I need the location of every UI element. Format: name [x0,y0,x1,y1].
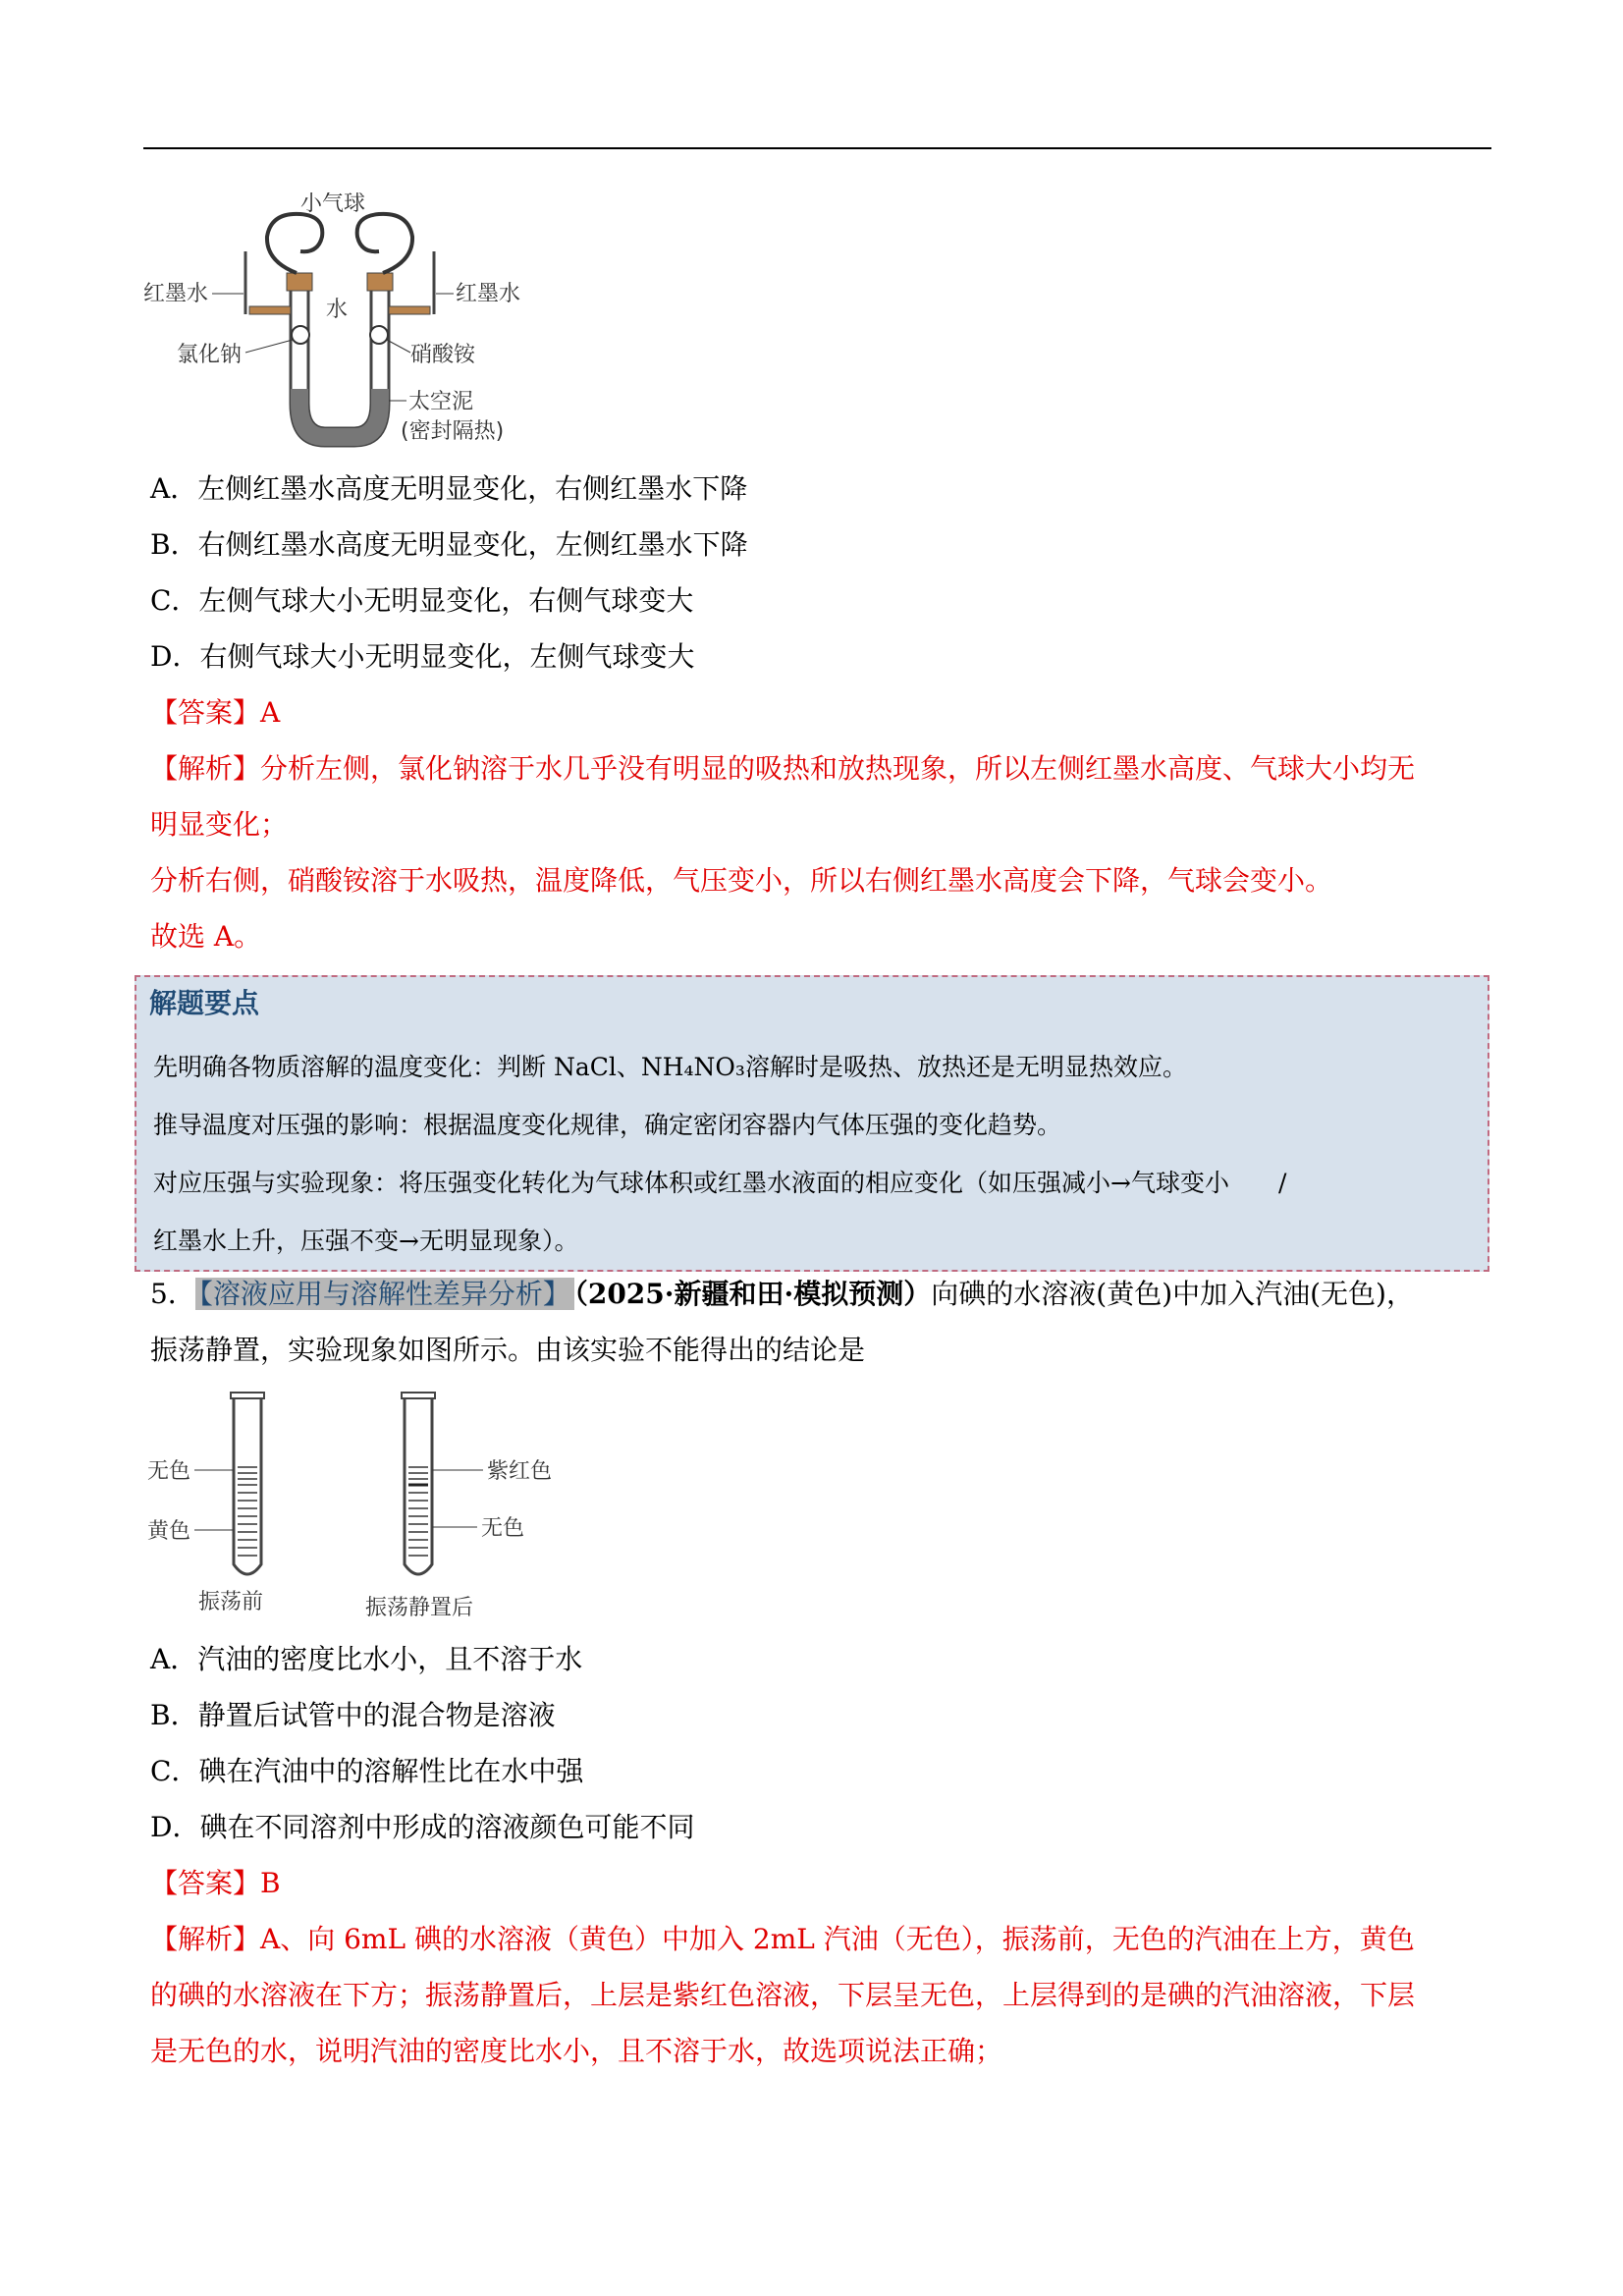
q5-answer: 【答案】B [150,1867,281,1899]
q4-option-b: B．右侧红墨水高度无明显变化，左侧红墨水下降 [150,528,748,561]
q4-answer: 【答案】A [150,696,281,729]
q5-option-c: C．碘在汽油中的溶解性比在水中强 [150,1755,584,1787]
right-side-tube [389,306,430,314]
nacl-solid [292,326,309,344]
left-balloon [267,214,322,273]
keypoints-title: 解题要点 [149,987,260,1019]
keypoints-line1: 先明确各物质溶解的温度变化：判断 NaCl、NH₄NO₃溶解时是吸热、放热还是无明显热效应。 [153,1053,1187,1081]
q5-stem-line1 [150,1275,1414,1314]
water-label: 水 [326,298,349,322]
q5-analysis-line1: 【解析】A、向 6mL 碘的水溶液（黄色）中加入 2mL 汽油（无色），振荡前，无色的汽油在上方，黄色 [150,1923,1415,1955]
left-side-tube [249,306,291,314]
q4-option-d: D．右侧气球大小无明显变化，左侧气球变大 [150,640,695,673]
test-tubes-figure [143,1383,595,1628]
purple-label: 紫红色 [487,1459,553,1484]
q5-analysis-line3: 是无色的水，说明汽油的密度比水小，且不溶于水，故选项说法正确； [150,2035,1003,2067]
q4-conclusion: 故选 A。 [150,920,262,953]
keypoints-line4: 红墨水上升，压强不变→无明显现象）。 [153,1227,579,1255]
after-label: 振荡静置后 [365,1596,474,1620]
nh4no3-label: 硝酸铵 [410,343,476,367]
header-rule [143,147,1491,149]
tube-after [402,1393,435,1574]
nh4no3-solid [370,326,388,344]
keypoints-line3: 对应压强与实验现象：将压强变化转化为气球体积或红墨水液面的相应变化（如压强减小→气球变小 / [153,1169,1287,1197]
q5-option-a: A．汽油的密度比水小，且不溶于水 [150,1643,583,1675]
u-tube-apparatus-figure [143,192,556,458]
q5-option-b: B．静置后试管中的混合物是溶液 [150,1699,556,1731]
left-stopper [287,273,312,291]
colorless-label: 无色 [147,1459,191,1484]
q5-source: （2025·新疆和田·模拟预测） [573,1278,932,1310]
clay-note-label: (密封隔热) [401,419,505,444]
q5-stem-text1: 向碘的水溶液(黄色)中加入汽油(无色)， [931,1278,1414,1310]
q4-analysis-line3: 分析右侧，硝酸铵溶于水吸热，温度降低，气压变小，所以右侧红墨水高度会下降，气球会变小。 [150,864,1333,897]
tube-before [231,1393,264,1574]
q4-option-c: C．左侧气球大小无明显变化，右侧气球变大 [150,584,694,617]
q5-analysis-line2: 的碘的水溶液在下方；振荡静置后，上层是紫红色溶液，下层呈无色，上层得到的是碘的汽油溶液，下层 [150,1979,1416,2011]
q5-stem-line2: 振荡静置，实验现象如图所示。由该实验不能得出的结论是 [150,1334,866,1366]
ink-right-label: 红墨水 [456,282,521,306]
ink-left-label: 红墨水 [143,282,209,306]
nacl-label: 氯化钠 [177,343,243,367]
q5-option-d: D．碘在不同溶剂中形成的溶液颜色可能不同 [150,1811,695,1843]
space-clay [291,389,389,446]
q4-option-a: A．左侧红墨水高度无明显变化，右侧红墨水下降 [150,472,748,505]
clay-label: 太空泥 [408,390,474,414]
balloon-label: 小气球 [300,192,366,216]
q4-analysis-line1: 【解析】分析左侧，氯化钠溶于水几乎没有明显的吸热和放热现象，所以左侧红墨水高度、气球大小均无 [150,752,1416,785]
right-stopper [367,273,393,291]
right-balloon [357,214,412,273]
keypoints-line2: 推导温度对压强的影响：根据温度变化规律，确定密闭容器内气体压强的变化趋势。 [153,1111,1062,1139]
q5-number: 5． [150,1278,195,1310]
before-label: 振荡前 [198,1590,264,1614]
q4-analysis-line2: 明显变化； [150,808,289,841]
colorless2-label: 无色 [481,1516,525,1541]
q5-topic-tag: 【溶液应用与溶解性差异分析】 [195,1278,574,1310]
yellow-label: 黄色 [147,1519,191,1544]
